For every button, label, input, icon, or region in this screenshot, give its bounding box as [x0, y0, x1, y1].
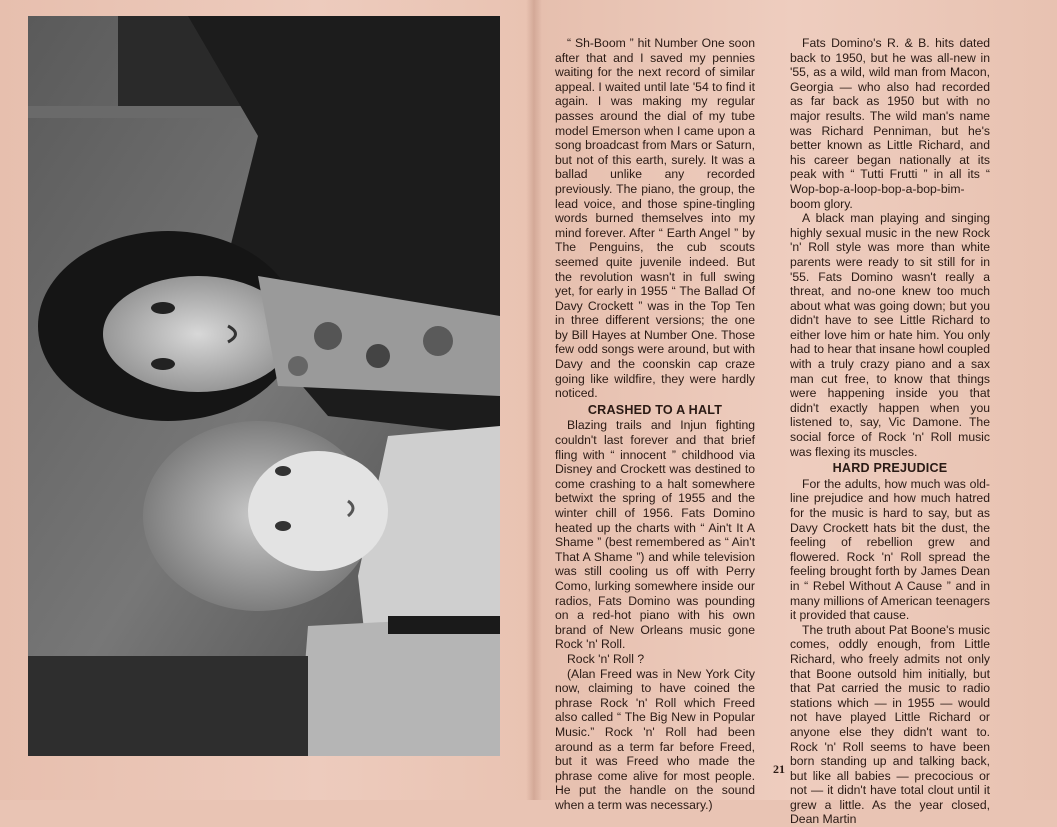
section-heading: HARD PREJUDICE	[832, 461, 948, 476]
paragraph: A black man playing and singing highly sexual music in the new Rock 'n' Roll style was more than white parents were ready to sit still for in '55. Fats Domino wasn't really a threat, and no-one knew too much about what was going down; but you didn't have to see Little Richard to either love him or hate him. You only had to hear that insane howl coupled with a truly crazy piano and a sax man cut free, to know that things were happening inside you that didn't exactly happen when you listened to, say, Vic Damone. The social force of Rock 'n' Roll music was flexing its muscles.	[790, 211, 990, 459]
paragraph: (Alan Freed was in New York City now, claiming to have coined the phrase Rock 'n' Roll which Freed also called “ The Big New in Popular Music.” Rock 'n' Roll had been around as a term far before Freed, but it was Freed who made the phrase come alive for most people. He put the handle on the sound when a term was necessary.)	[555, 666, 755, 812]
page-number: 21	[773, 762, 785, 776]
paragraph: “ Sh-Boom ” hit Number One soon after that and I saved my pennies waiting for the next record of similar appeal. I waited until late '54 to find it again. I was making my regular passes around the dial of my tube model Emerson when I came upon a song broadcast from Mars or Saturn, but not of this earth, surely. It was a ballad unlike any recorded previously. The piano, the group, the lead voice, and those spine-tingling words burned themselves into my mind forever. After “ Earth Angel ” by The Penguins, the cub scouts seemed quite juvenile indeed. But the revolution wasn't in full swing yet, for early in 1955 “ The Ballad Of Davy Crockett ” was in the Top Ten in three different versions; the one by Bill Hayes at Number One. Those few odd songs were around, but with Davy and the coonskin cap craze going like wildfire, they were hardly noticed.	[555, 36, 755, 401]
photo-man-and-woman-icon	[28, 16, 500, 756]
photograph	[28, 16, 500, 756]
paragraph: The truth about Pat Boone's music comes, oddly enough, from Little Richard, who freely admits not only that Boone outsold him initially, but that Pat carried the music to radio stations which — in 1955 — would not have played Little Richard or anyone else they didn't want to. Rock 'n' Roll seems to have been born standing up and talking back, but like all babies — precocious or not — it didn't have total clout until it grew a little. As the year closed, Dean Martin	[790, 622, 990, 827]
paragraph: Blazing trails and Injun fighting couldn't last forever and that brief fling with “ innocent ” childhood via Disney and Crockett was destined to come crashing to a halt somewhere betwixt the spring of 1955 and the winter chill of 1956. Fats Domino heated up the charts with “ Ain't It A Shame ” (best remembered as “ Ain't That A Shame ”) and while television was still cooling us off with Perry Como, lurking somewhere inside our radios, Fats Domino was pounding on a red-hot piano with his own brand of New Orleans music gone Rock 'n' Roll.	[555, 418, 755, 652]
paragraph: Rock 'n' Roll ?	[567, 651, 645, 666]
paragraph: For the adults, how much was old-line prejudice and how much hatred for the music is hard to say, but as Davy Crockett hats bit the dust, the feeling of rebellion grew and flowered. Rock 'n' Roll spread the feeling brought forth by James Dean in “ Rebel Without A Cause ” and in many millions of American teenagers it provided that cause.	[790, 476, 990, 623]
article-column-left	[555, 36, 755, 812]
article-column-right	[790, 36, 990, 827]
page-gutter	[526, 0, 542, 800]
section-heading: CRASHED TO A HALT	[587, 402, 723, 417]
paragraph: Fats Domino's R. & B. hits dated back to 1950, but he was all-new in '55, as a wild, wild man from Macon, Georgia — who also had recorded as far back as 1950 but with no major results. The wild man's name was Richard Penniman, but he's better known as Little Richard, and his career began nationally at its peak with “ Tutti Frutti ” in all its “ Wop-bop-a-loop-bop-a-bop-bim-boom glory.	[790, 36, 990, 211]
